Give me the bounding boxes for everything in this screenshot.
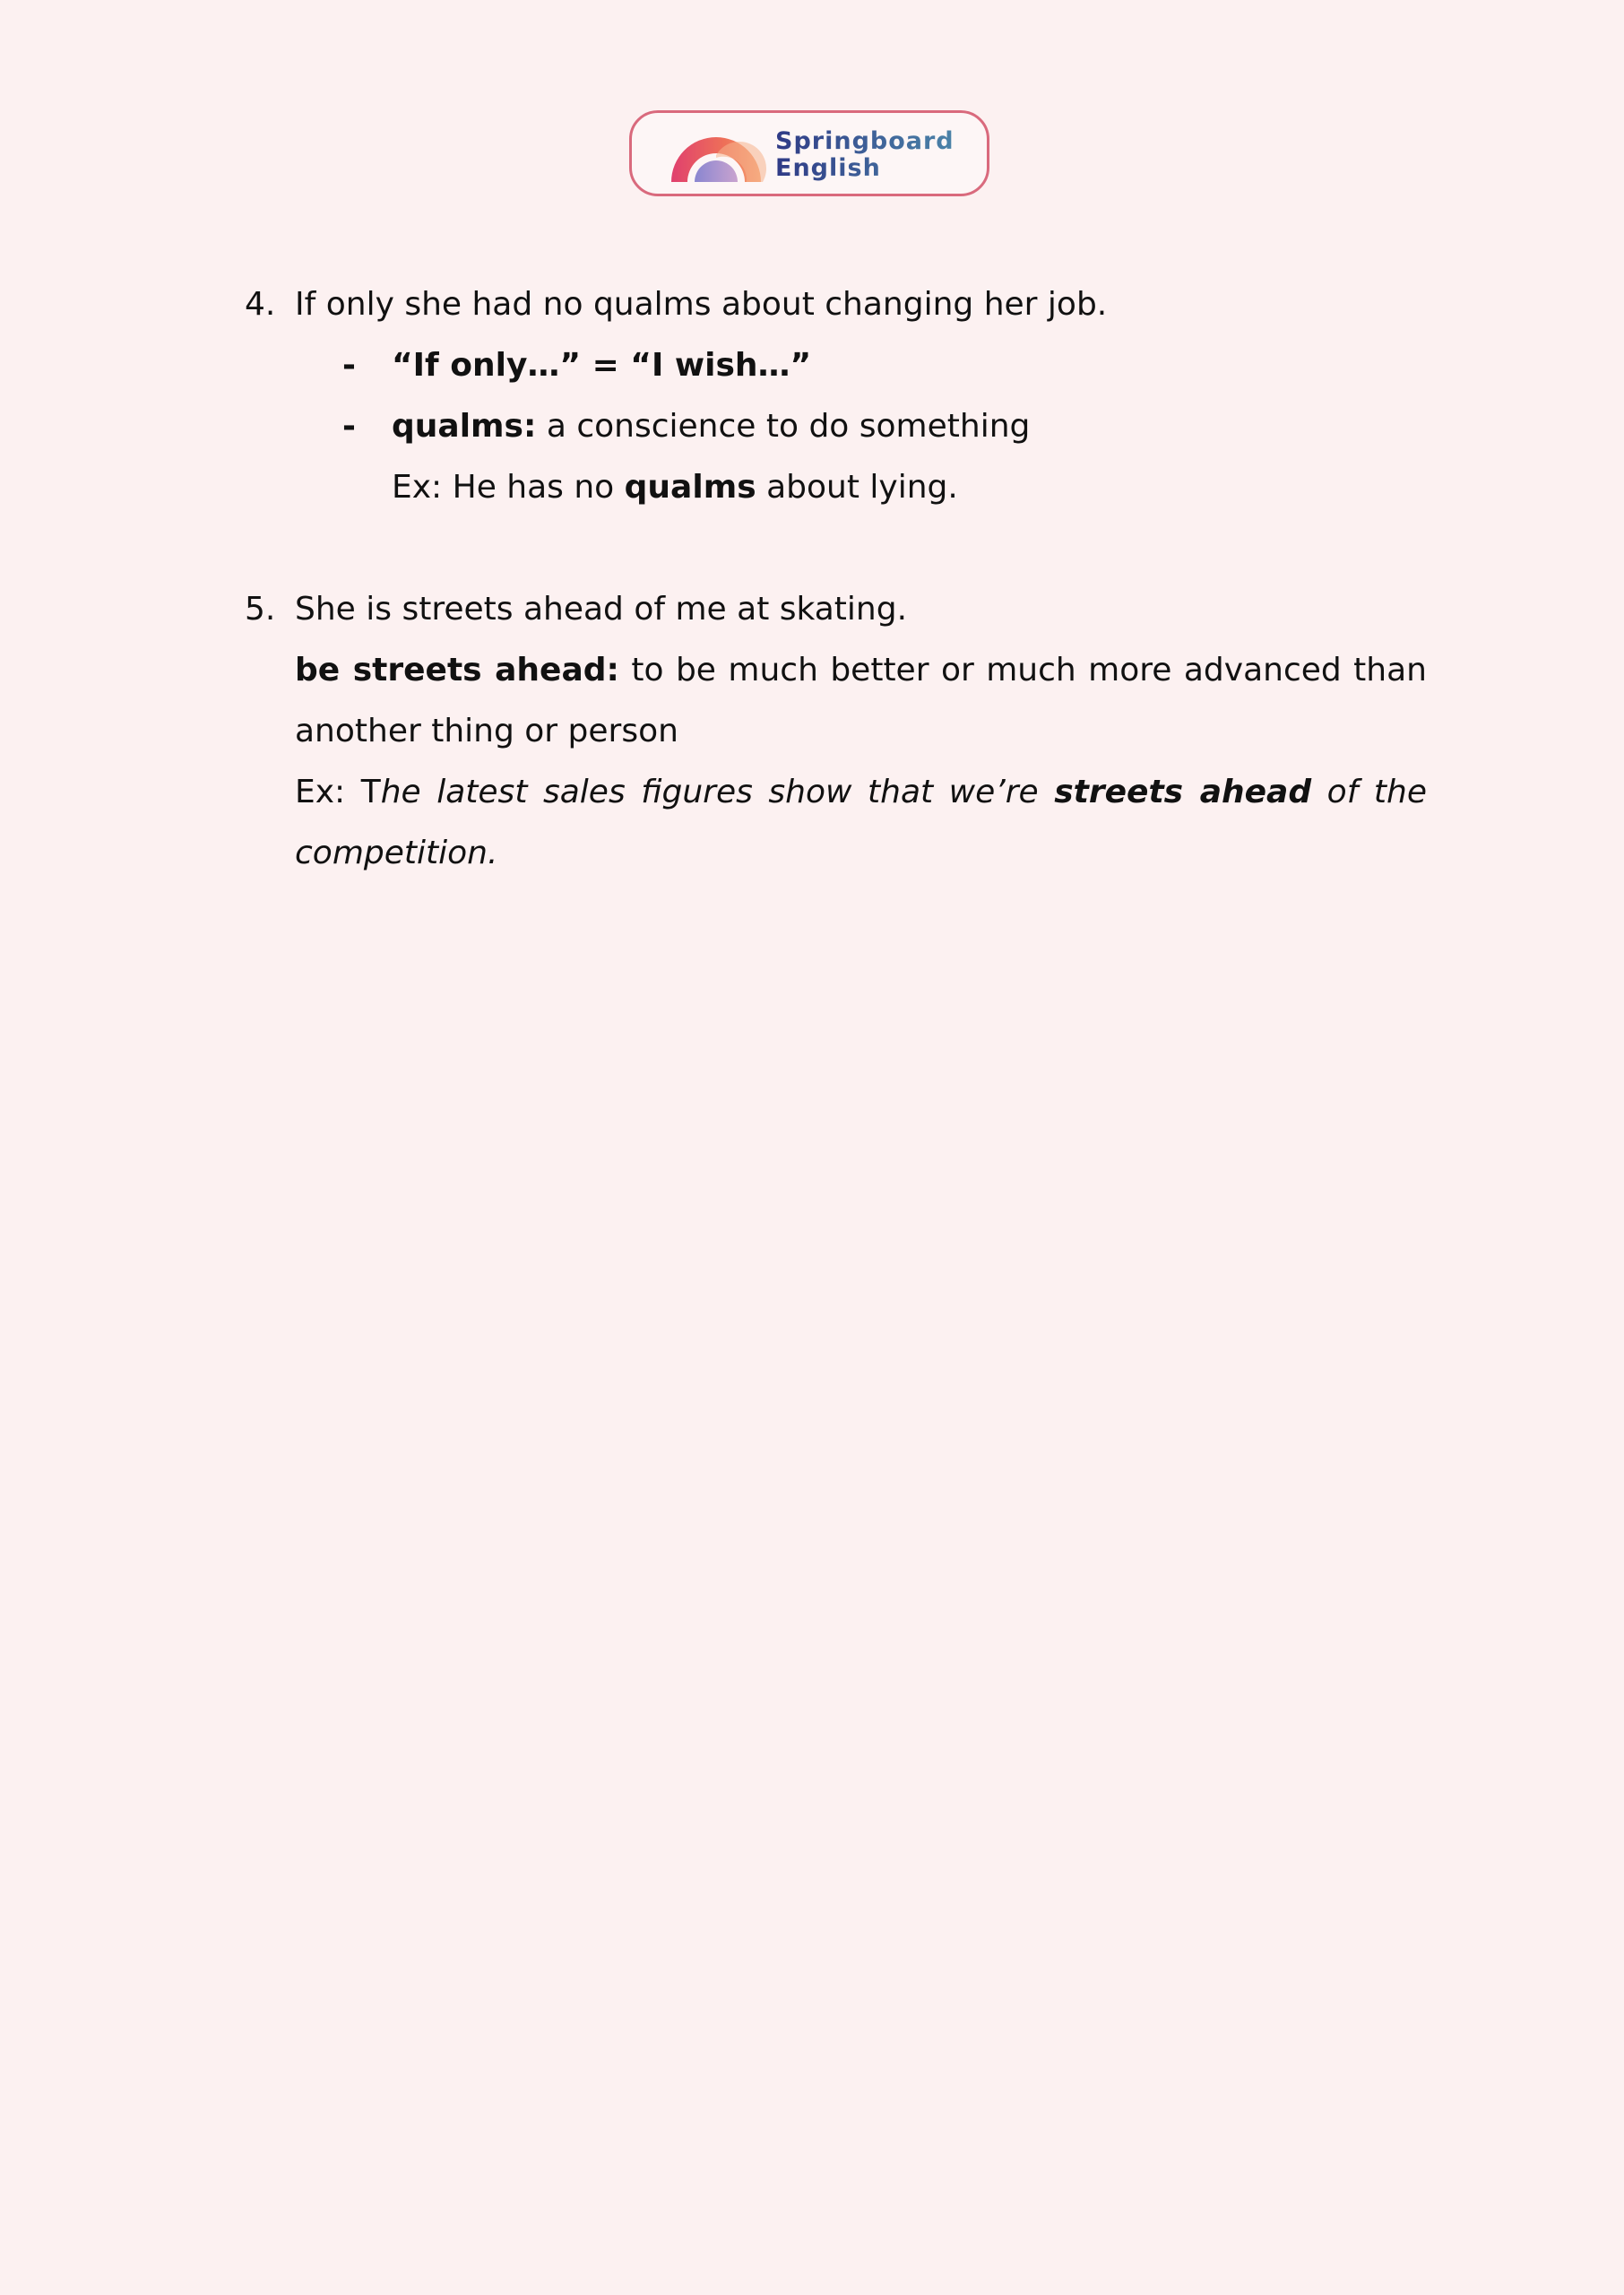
example-italic: he latest sales figures show that we’re xyxy=(380,774,1055,810)
example-italic-line2: competition. xyxy=(295,835,498,871)
bullet-dash: - xyxy=(342,408,356,445)
bullet-rest: a conscience to do something xyxy=(536,408,1031,445)
item-number: 4. xyxy=(245,286,276,323)
example-line xyxy=(295,762,1427,823)
example-bold-italic: streets ahead xyxy=(1054,774,1312,810)
logo-wordmark xyxy=(775,128,955,182)
item-sentence: She is streets ahead of me at skating. xyxy=(295,591,908,628)
example-prefix: Ex: He has no xyxy=(392,469,625,506)
item-number: 5. xyxy=(245,591,276,628)
definition-line-2: another thing or person xyxy=(295,713,678,749)
example-italic-end: of the xyxy=(1311,774,1428,810)
bullet-text xyxy=(392,400,1030,454)
logo-line-1: Springboard xyxy=(775,127,955,155)
springboard-arc-icon xyxy=(669,126,768,186)
definition-term: be streets ahead: xyxy=(295,652,619,688)
example-line-2 xyxy=(295,823,1427,884)
bullet-bold: “If only…” = “I wish…” xyxy=(392,347,812,384)
bullet-text xyxy=(392,339,811,393)
definition-line xyxy=(295,640,1427,701)
item-sentence: If only she had no qualms about changing her job. xyxy=(295,286,1108,323)
example-suffix: about lying. xyxy=(756,469,958,506)
bullet-dash: - xyxy=(342,347,356,384)
example-line xyxy=(392,461,958,515)
example-prefix: Ex: T xyxy=(295,774,381,810)
bullet-bold: qualms: xyxy=(392,408,537,445)
example-bold: qualms xyxy=(624,469,756,506)
definition-text: to be much better or much more advanced than xyxy=(618,652,1427,688)
logo xyxy=(629,110,989,196)
logo-line-2: English xyxy=(775,155,955,182)
definition-block xyxy=(295,640,1427,762)
example-block xyxy=(295,762,1427,884)
